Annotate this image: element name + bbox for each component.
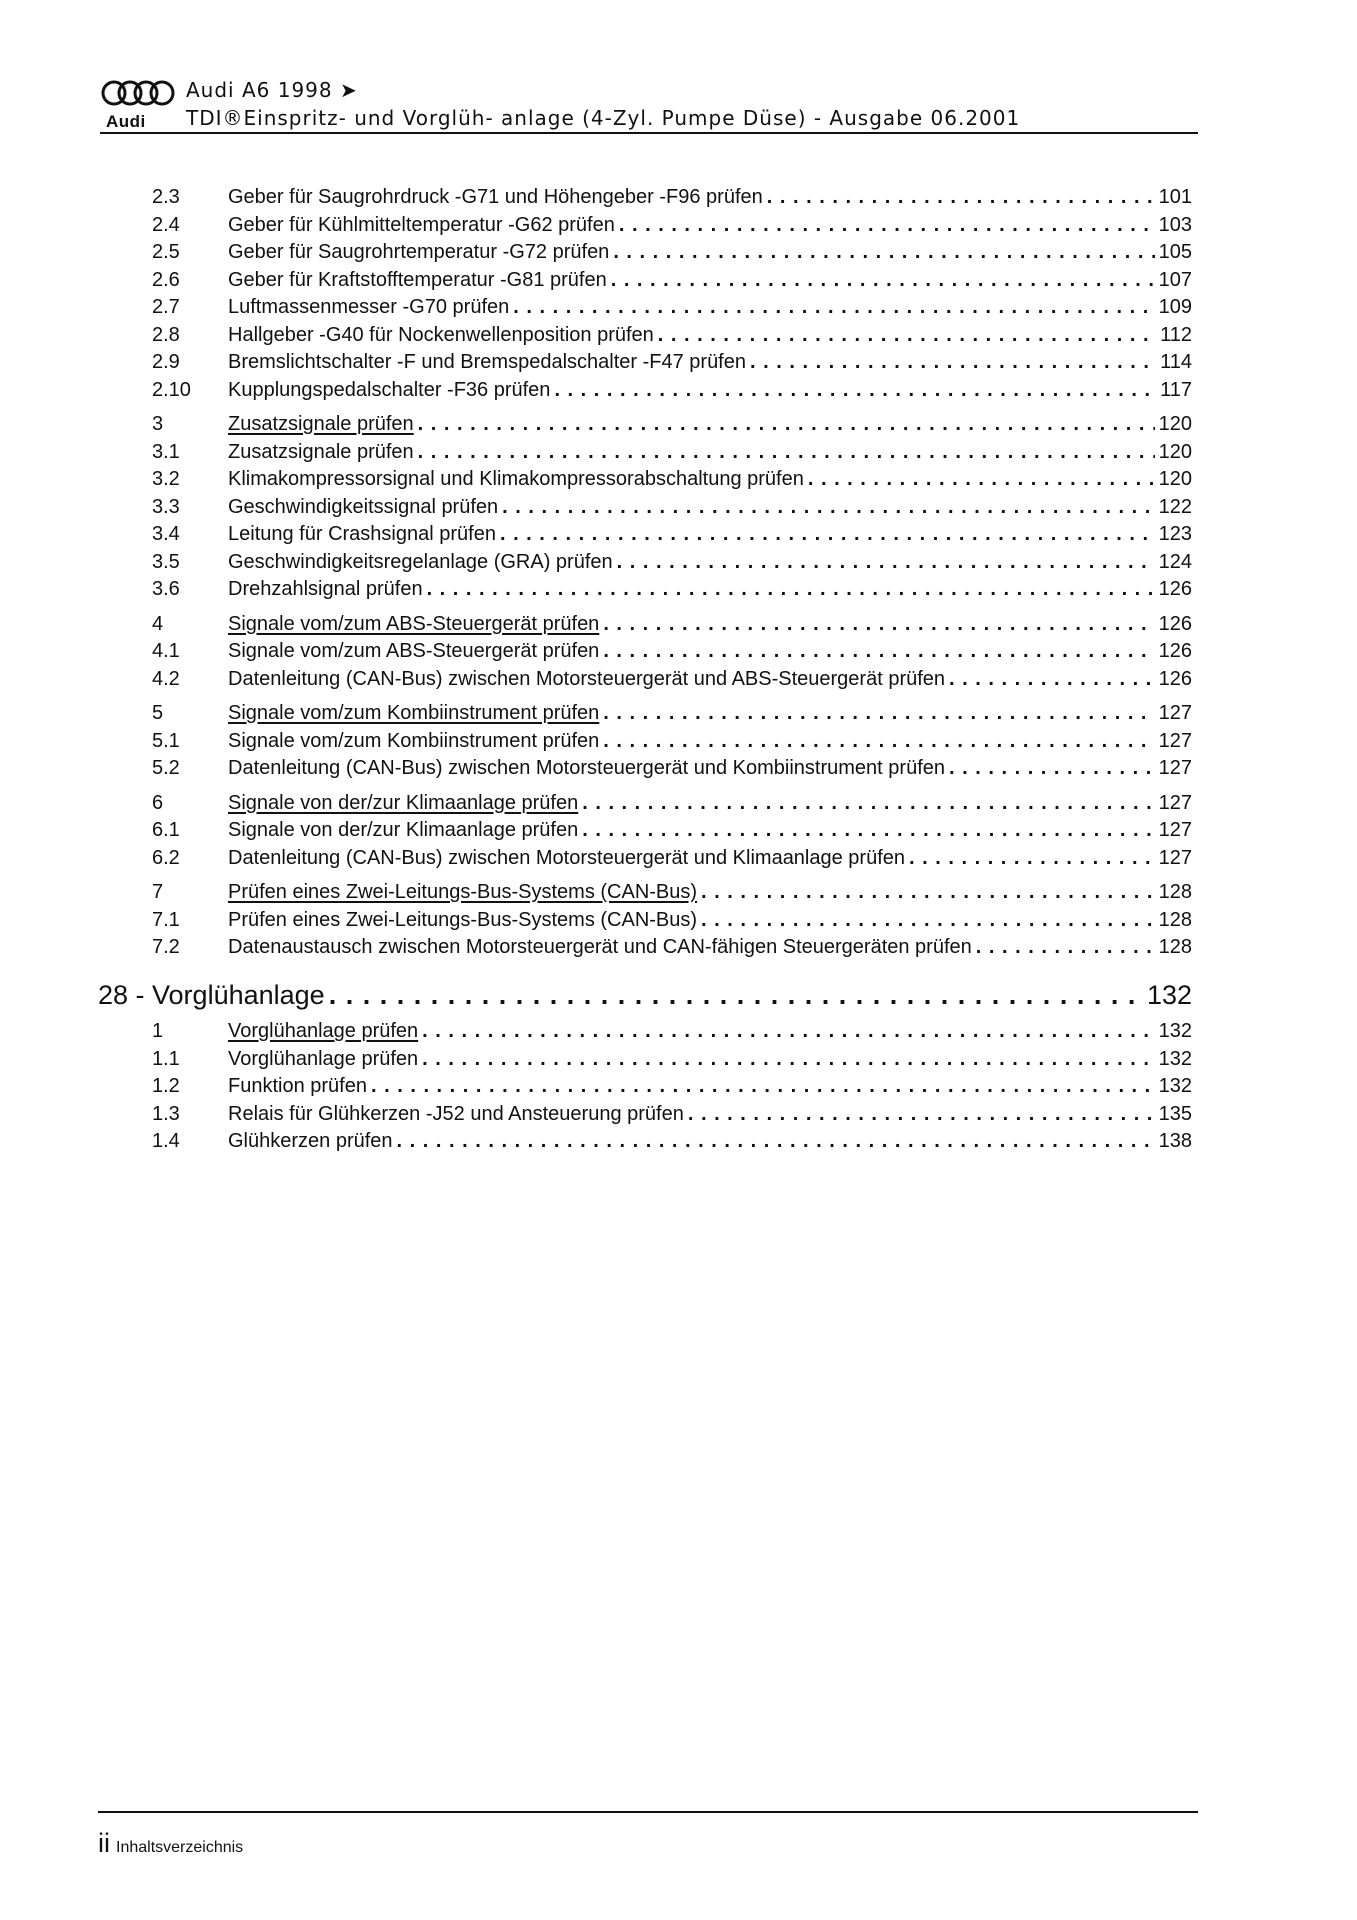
- toc-entry[interactable]: [152, 611, 1192, 639]
- toc-entry-page: 135: [1158, 1102, 1192, 1125]
- toc-entry-title: Signale von der/zur Klimaanlage prüfen: [228, 791, 579, 814]
- toc-entry-title: Drehzahlsignal prüfen: [228, 578, 423, 600]
- toc-entry[interactable]: [152, 728, 1192, 756]
- toc-entry-number: 2.9: [152, 351, 180, 373]
- toc-entry-title: Geschwindigkeitssignal prüfen: [228, 495, 499, 518]
- toc-entry-page: 103: [1158, 213, 1192, 236]
- toc-entry-number: 3.1: [152, 440, 180, 463]
- leader-dots: [582, 790, 1154, 818]
- leader-dots: [976, 934, 1155, 962]
- toc-entry-number: 2.6: [152, 268, 180, 291]
- toc-entry[interactable]: [152, 907, 1192, 935]
- toc-list: [152, 184, 1192, 962]
- toc-entry-number: 1: [152, 1020, 164, 1042]
- toc-entry-number: 2.8: [152, 323, 180, 346]
- toc-entry-page: 128: [1158, 908, 1192, 931]
- leader-dots: [611, 267, 1155, 295]
- toc-entry-title: Glühkerzen prüfen: [228, 1130, 393, 1152]
- toc-entry-number: 2.10: [152, 378, 191, 401]
- toc-entry[interactable]: [152, 1046, 1192, 1074]
- toc-entry-title: Bremslichtschalter -F und Bremspedalschalter -F47 prüfen: [228, 351, 746, 373]
- leader-dots: [613, 239, 1154, 267]
- page-header: [100, 76, 1198, 132]
- toc-entry-page: 120: [1158, 413, 1192, 435]
- toc-entry-number: 2.7: [152, 296, 180, 318]
- toc-entry-title: Hallgeber -G40 für Nockenwellenposition prüfen: [228, 323, 654, 346]
- toc-entry-page: 126: [1158, 640, 1192, 662]
- toc-entry[interactable]: [152, 294, 1192, 322]
- toc-entry-page: 128: [1158, 936, 1192, 958]
- toc-entry[interactable]: [152, 377, 1192, 405]
- toc-entry-page: 127: [1158, 846, 1192, 869]
- leader-dots: [397, 1128, 1155, 1156]
- leader-dots: [701, 907, 1155, 935]
- toc-entry-number: 7.1: [152, 908, 180, 931]
- toc-entry-number: 7.2: [152, 936, 180, 958]
- leader-dots: [371, 1073, 1155, 1101]
- toc-entry[interactable]: [152, 521, 1192, 549]
- leader-dots: [658, 322, 1156, 350]
- toc-entry-page: 127: [1158, 702, 1192, 724]
- toc-entry[interactable]: [152, 239, 1192, 267]
- toc-entry-page: 127: [1158, 791, 1192, 814]
- leader-dots: [808, 466, 1155, 494]
- toc-entry-number: 1.3: [152, 1102, 180, 1125]
- leader-dots: [418, 411, 1155, 439]
- header-subtitle: TDI®Einspritz- und Vorglüh- anlage (4-Zyl. Pumpe Düse) - Ausgabe 06.2001: [186, 106, 1021, 130]
- toc-entry[interactable]: [152, 1018, 1192, 1046]
- audi-rings-logo: [100, 76, 180, 131]
- leader-dots: [500, 521, 1155, 549]
- toc-entry[interactable]: [152, 817, 1192, 845]
- leader-dots: [750, 349, 1156, 377]
- toc-entry-title: Kupplungspedalschalter -F36 prüfen: [228, 378, 551, 401]
- toc-entry[interactable]: [152, 466, 1192, 494]
- toc-entry-page: 127: [1158, 729, 1192, 752]
- toc-entry-page: 126: [1158, 578, 1192, 600]
- chapter-title: 28 - Vorglühanlage: [98, 980, 325, 1010]
- toc-entry-page: 107: [1158, 268, 1192, 291]
- toc-entry[interactable]: [152, 212, 1192, 240]
- toc-entry-number: 3.3: [152, 495, 180, 518]
- toc-entry-page: 128: [1158, 881, 1192, 903]
- leader-dots: [701, 879, 1155, 907]
- toc-entry-number: 5: [152, 702, 164, 724]
- chapter-page: 132: [1146, 980, 1192, 1010]
- toc-entry-number: 2.3: [152, 186, 180, 208]
- toc-entry[interactable]: [152, 1128, 1192, 1156]
- toc-entry-number: 5.2: [152, 757, 180, 779]
- toc-entry-number: 5.1: [152, 729, 180, 752]
- toc-entry-page: 105: [1158, 241, 1192, 263]
- leader-dots: [427, 576, 1155, 604]
- toc-entry-number: 1.1: [152, 1047, 180, 1070]
- toc-entry-number: 1.2: [152, 1075, 180, 1097]
- audi-wordmark: Audi: [106, 112, 146, 131]
- toc-entry-title: Signale vom/zum Kombiinstrument prüfen: [228, 702, 600, 724]
- leader-dots: [949, 755, 1155, 783]
- toc-entry-number: 1.4: [152, 1130, 180, 1152]
- toc-entry[interactable]: [152, 439, 1192, 467]
- toc-entry-page: 132: [1158, 1047, 1192, 1070]
- leader-dots: [329, 980, 1143, 1011]
- toc-entry-title: Vorglühanlage prüfen: [228, 1020, 419, 1042]
- toc-entry[interactable]: [152, 411, 1192, 439]
- footer-page-number: ii: [98, 1828, 110, 1858]
- toc-entry[interactable]: [152, 576, 1192, 604]
- toc-entry-title: Klimakompressorsignal und Klimakompressorabschaltung prüfen: [228, 468, 804, 490]
- leader-dots: [619, 212, 1155, 240]
- toc-entry[interactable]: [152, 267, 1192, 295]
- leader-dots: [603, 638, 1154, 666]
- header-rule: [100, 132, 1198, 134]
- toc-entry-number: 3: [152, 413, 164, 435]
- toc-entry-title: Signale vom/zum Kombiinstrument prüfen: [228, 729, 600, 752]
- toc-entry-page: 109: [1158, 296, 1192, 318]
- toc-entry-page: 101: [1158, 186, 1192, 208]
- leader-dots: [949, 666, 1155, 694]
- toc-entry-title: Geber für Kühlmitteltemperatur -G62 prüfen: [228, 213, 615, 236]
- toc-entry-title: Datenleitung (CAN-Bus) zwischen Motorsteuergerät und Klimaanlage prüfen: [228, 846, 906, 869]
- toc-entry-number: 2.4: [152, 213, 180, 236]
- toc-entry[interactable]: [152, 549, 1192, 577]
- toc-entry[interactable]: [152, 700, 1192, 728]
- leader-dots: [422, 1018, 1154, 1046]
- toc-entry-title: Geber für Kraftstofftemperatur -G81 prüfen: [228, 268, 607, 291]
- toc-entry-page: 120: [1158, 440, 1192, 463]
- toc-entry[interactable]: [152, 494, 1192, 522]
- toc-entry-title: Signale vom/zum ABS-Steuergerät prüfen: [228, 612, 600, 635]
- footer-rule: [98, 1811, 1198, 1813]
- toc-entry[interactable]: [152, 666, 1192, 694]
- leader-dots: [554, 377, 1156, 405]
- toc-entry-number: 4.2: [152, 667, 180, 690]
- toc-entry[interactable]: [152, 349, 1192, 377]
- toc-entry-title: Datenaustausch zwischen Motorsteuergerät und CAN-fähigen Steuergeräten prüfen: [228, 936, 972, 958]
- toc-entry[interactable]: [152, 1101, 1192, 1129]
- toc-entry-page: 127: [1158, 819, 1192, 841]
- toc-entry-number: 4: [152, 612, 164, 635]
- toc-chapter-heading[interactable]: [98, 980, 1192, 1011]
- toc-entry-page: 126: [1158, 667, 1192, 690]
- leader-dots: [502, 494, 1154, 522]
- toc-entry-number: 3.4: [152, 523, 180, 545]
- toc-entry-page: 120: [1158, 468, 1192, 490]
- leader-dots: [909, 845, 1155, 873]
- toc-entry[interactable]: [152, 845, 1192, 873]
- toc-entry-number: 6.2: [152, 846, 180, 869]
- toc-entry[interactable]: [152, 322, 1192, 350]
- toc-entry-number: 6.1: [152, 819, 180, 841]
- leader-dots: [617, 549, 1155, 577]
- leader-dots: [603, 700, 1154, 728]
- toc-entry-page: 117: [1160, 378, 1192, 401]
- toc-entry-number: 4.1: [152, 640, 180, 662]
- toc-entry-title: Prüfen eines Zwei-Leitungs-Bus-Systems (CAN-Bus): [228, 908, 698, 931]
- leader-dots: [603, 611, 1154, 639]
- toc-entry[interactable]: [152, 638, 1192, 666]
- toc-entry-page: 126: [1158, 612, 1192, 635]
- toc-entry-title: Prüfen eines Zwei-Leitungs-Bus-Systems (CAN-Bus): [228, 881, 698, 903]
- page-footer: [98, 1828, 243, 1859]
- toc-entry-number: 6: [152, 791, 164, 814]
- toc-entry[interactable]: [152, 934, 1192, 962]
- toc-entry[interactable]: [152, 879, 1192, 907]
- toc-entry-page: 132: [1158, 1020, 1192, 1042]
- toc-entry-title: Datenleitung (CAN-Bus) zwischen Motorsteuergerät und ABS-Steuergerät prüfen: [228, 667, 946, 690]
- toc-entry-title: Geschwindigkeitsregelanlage (GRA) prüfen: [228, 550, 613, 573]
- toc-entry-page: 132: [1158, 1075, 1192, 1097]
- toc-entry-number: 3.5: [152, 550, 180, 573]
- leader-dots: [513, 294, 1154, 322]
- toc-entry-title: Signale von der/zur Klimaanlage prüfen: [228, 819, 579, 841]
- toc-entry-page: 127: [1158, 757, 1192, 779]
- toc-entry-title: Vorglühanlage prüfen: [228, 1047, 419, 1070]
- footer-section-label: Inhaltsverzeichnis: [116, 1839, 244, 1856]
- leader-dots: [767, 184, 1155, 212]
- toc-entry-title: Luftmassenmesser -G70 prüfen: [228, 296, 510, 318]
- toc-entry-title: Geber für Saugrohrdruck -G71 und Höhengeber -F96 prüfen: [228, 186, 763, 208]
- toc-entry-title: Relais für Glühkerzen -J52 und Ansteuerung prüfen: [228, 1102, 684, 1125]
- leader-dots: [582, 817, 1154, 845]
- toc-entry-title: Geber für Saugrohrtemperatur -G72 prüfen: [228, 241, 610, 263]
- toc-entry-title: Zusatzsignale prüfen: [228, 413, 414, 435]
- toc-entry-number: 7: [152, 881, 164, 903]
- toc-entry-page: 124: [1158, 550, 1192, 573]
- toc-entry-title: Signale vom/zum ABS-Steuergerät prüfen: [228, 640, 600, 662]
- toc-entry-title: Datenleitung (CAN-Bus) zwischen Motorsteuergerät und Kombiinstrument prüfen: [228, 757, 946, 779]
- toc-entry-page: 122: [1158, 495, 1192, 518]
- toc-entry-page: 112: [1160, 323, 1192, 346]
- audi-rings-icon: [100, 76, 176, 110]
- toc-entry-number: 2.5: [152, 241, 180, 263]
- leader-dots: [422, 1046, 1154, 1074]
- toc-entry[interactable]: [152, 1073, 1192, 1101]
- toc-entry[interactable]: [152, 790, 1192, 818]
- toc-entry-page: 123: [1158, 523, 1192, 545]
- toc-entry-title: Zusatzsignale prüfen: [228, 440, 414, 463]
- toc-entry-page: 114: [1160, 351, 1192, 373]
- toc-entry-title: Funktion prüfen: [228, 1075, 367, 1097]
- leader-dots: [688, 1101, 1155, 1129]
- toc-entry-page: 138: [1158, 1130, 1192, 1152]
- toc-list-chapter-28: [152, 1018, 1192, 1156]
- toc-entry[interactable]: [152, 755, 1192, 783]
- toc-entry[interactable]: [152, 184, 1192, 212]
- toc-entry-title: Leitung für Crashsignal prüfen: [228, 523, 496, 545]
- leader-dots: [418, 439, 1155, 467]
- toc-entry-number: 3.2: [152, 468, 180, 490]
- leader-dots: [603, 728, 1154, 756]
- toc-entry-number: 3.6: [152, 578, 180, 600]
- header-model: Audi A6 1998 ➤: [186, 78, 358, 102]
